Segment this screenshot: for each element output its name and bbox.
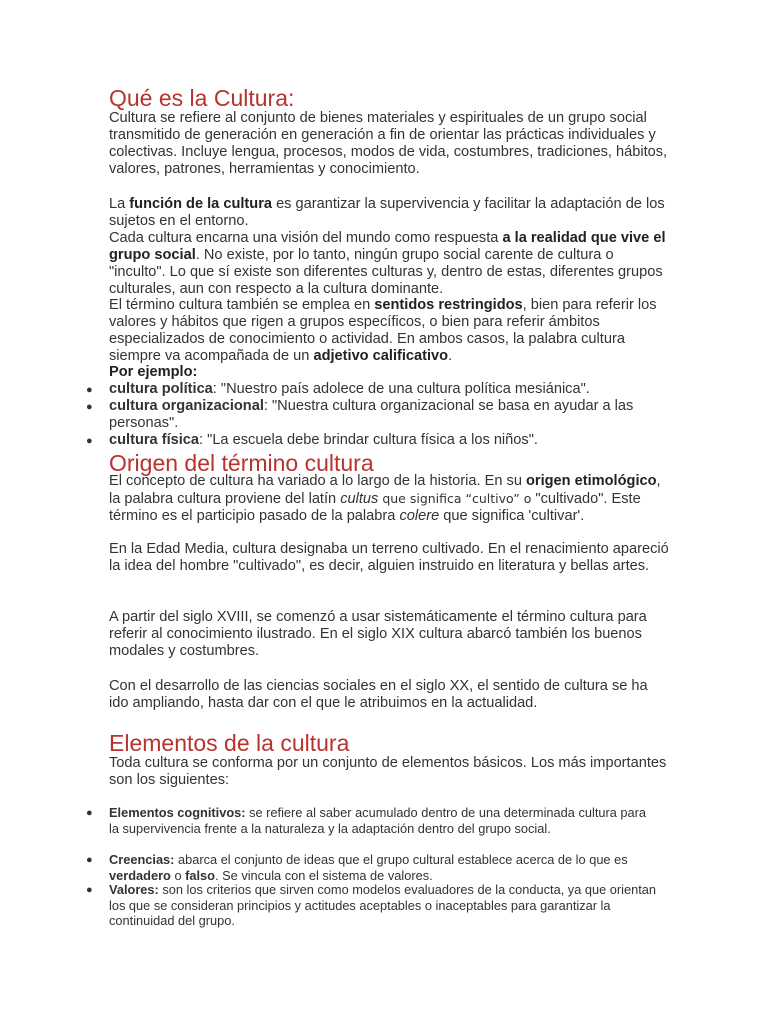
bold-term: a la realidad que vive el grupo social bbox=[109, 230, 666, 263]
section-title-origen: Origen del término cultura bbox=[109, 450, 374, 476]
text-run: . bbox=[448, 348, 453, 364]
text-run: . No existe, por lo tanto, ningún grupo social carente de cultura o "inculto". Lo que sí existe son diferentes culturas y, dentro de estas, diferentes grupos culturales, aun con respecto a la cultura dominante. bbox=[109, 247, 663, 297]
bold-term: adjetivo calificativo bbox=[313, 348, 449, 364]
example-heading bbox=[109, 364, 669, 381]
bold-term: Valores: bbox=[109, 882, 159, 897]
text-run: que significa “cultivo” o bbox=[378, 491, 532, 506]
paragraph-xx: Con el desarrollo de las ciencias sociales en el siglo XX, el sentido de cultura se ha ido ampliando, hasta dar con el que le atribuimos en la actualidad. bbox=[109, 678, 648, 711]
paragraph-definition: Cultura se refiere al conjunto de bienes materiales y espirituales de un grupo social transmitido de generación en generación a fin de orientar las prácticas individuales y colectivas. Incluye lengua, procesos, modos de vida, costumbres, tradiciones, hábitos, valores, patrones, herramientas y conocimiento. bbox=[109, 110, 668, 177]
paragraph-etymology bbox=[109, 473, 669, 525]
bold-term: Por ejemplo: bbox=[109, 364, 198, 380]
bold-term: sentidos restringidos bbox=[374, 297, 523, 313]
text-run: . Se vincula con el sistema de valores. bbox=[215, 867, 433, 883]
text-run: Cada cultura encarna una visión del mundo como respuesta bbox=[109, 230, 503, 246]
list-item bbox=[109, 805, 659, 836]
paragraph-function bbox=[109, 196, 669, 230]
bold-term: verdadero bbox=[109, 867, 171, 883]
text-run: que significa 'cultivar'. bbox=[439, 508, 585, 524]
paragraph-xviii: A partir del siglo XVIII, se comenzó a usar sistemáticamente el término cultura para referir al conocimiento ilustrado. En el siglo XIX cultura abarcó también los buenos modales y costumbres. bbox=[109, 609, 647, 659]
text-run: se refiere al saber acumulado dentro de una determinada cultura para la supervivencia frente a la naturaleza y la adaptación dentro del grupo social. bbox=[109, 805, 647, 836]
text-run: "cultivado". Este término es el participio pasado de la palabra bbox=[109, 491, 641, 524]
italic-term: colere bbox=[399, 508, 440, 524]
text-run: La bbox=[109, 196, 130, 212]
text-run: o bbox=[170, 867, 186, 883]
text-run: : "Nuestra cultura organizacional se basa en ayudar a las personas". bbox=[109, 398, 634, 431]
text-run: : "La escuela debe brindar cultura física a los niños". bbox=[199, 432, 538, 448]
text-run: : "Nuestro país adolece de una cultura política mesiánica". bbox=[212, 381, 590, 397]
bold-term: Creencias: bbox=[109, 852, 175, 867]
bold-term: cultura política bbox=[109, 381, 213, 397]
list-item bbox=[109, 398, 669, 432]
paragraph-restricted bbox=[109, 297, 669, 365]
bullet-icon: ● bbox=[86, 435, 93, 447]
italic-term: cultus bbox=[340, 491, 379, 507]
text-run: El término cultura también se emplea en bbox=[109, 297, 375, 313]
text-run: El concepto de cultura ha variado a lo largo de la historia. En su bbox=[109, 473, 526, 489]
bold-term: función de la cultura bbox=[129, 196, 273, 212]
bold-term: cultura organizacional bbox=[109, 398, 264, 414]
text-run: abarca el conjunto de ideas que el grupo cultural establece acerca de lo que es bbox=[174, 852, 628, 867]
list-item bbox=[109, 852, 659, 883]
bullet-icon: ● bbox=[86, 807, 93, 819]
text-run: es garantizar la supervivencia y facilitar la adaptación de los sujetos en el entorno. bbox=[109, 196, 665, 229]
paragraph-elements-intro: Toda cultura se conforma por un conjunto de elementos básicos. Los más importantes son los siguientes: bbox=[109, 755, 667, 788]
bullet-icon: ● bbox=[86, 384, 93, 396]
bold-term: Elementos cognitivos: bbox=[109, 805, 246, 820]
list-item bbox=[109, 381, 669, 398]
bold-term: cultura física bbox=[109, 432, 200, 448]
paragraph-worldview bbox=[109, 230, 669, 298]
text-run: , bien para referir los valores y hábitos que rigen a grupos específicos, o bien para referir ámbitos especializados de conocimiento o actividad. En ambos casos, la palabra cultura siempre va acompañada de un bbox=[109, 297, 657, 364]
bullet-icon: ● bbox=[86, 854, 93, 866]
bullet-icon: ● bbox=[86, 401, 93, 413]
list-item bbox=[109, 432, 669, 449]
paragraph-middle-ages: En la Edad Media, cultura designaba un terreno cultivado. En el renacimiento apareció la idea del hombre "cultivado", es decir, alguien instruido en literatura y bellas artes. bbox=[109, 541, 669, 574]
section-title-elementos: Elementos de la cultura bbox=[109, 730, 350, 756]
section-title-que-es-cultura: Qué es la Cultura: bbox=[109, 85, 295, 111]
bold-term: falso bbox=[185, 867, 215, 883]
bullet-icon: ● bbox=[86, 884, 93, 896]
text-run: son los criterios que sirven como modelos evaluadores de la conducta, ya que orientan los que se consideran principios y actitudes aceptables o inaceptables para garantizar la continuidad del grupo. bbox=[109, 882, 657, 928]
bold-term: origen etimológico bbox=[525, 473, 657, 489]
text-run: , la palabra cultura proviene del latín bbox=[109, 473, 661, 507]
list-item bbox=[109, 882, 659, 929]
